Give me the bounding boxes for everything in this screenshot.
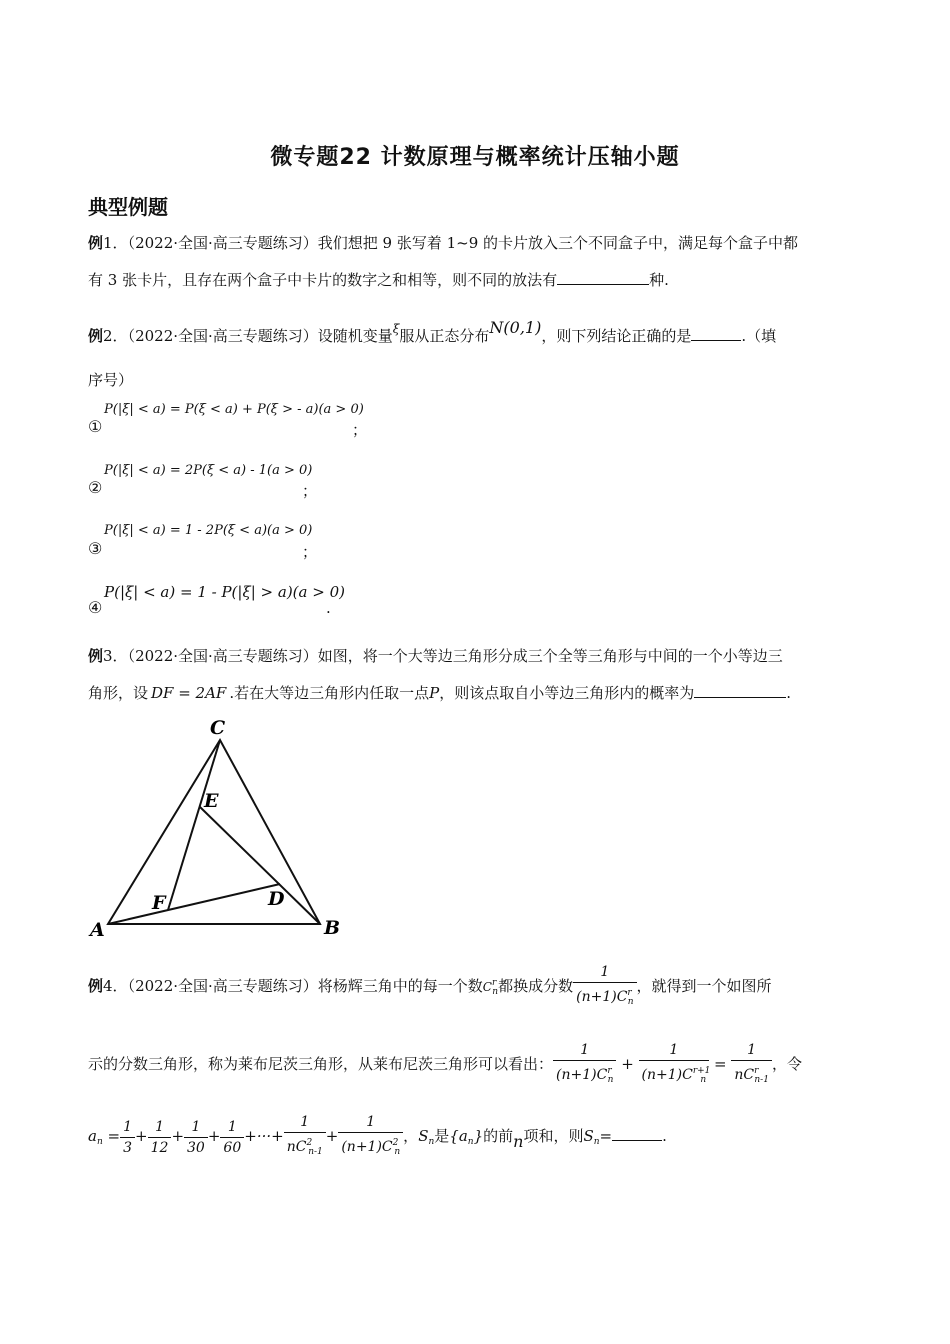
label-f: F	[152, 892, 166, 914]
ex1-line1	[88, 233, 798, 253]
ex4-text2b: ，令	[771, 1055, 802, 1073]
ex3-end: .	[786, 684, 792, 702]
label-b: B	[324, 917, 341, 939]
ex3-line1	[88, 646, 783, 666]
segment-ad	[108, 884, 280, 924]
ex4-n: n	[513, 1132, 524, 1151]
option-2-formula: P(|ξ| < a) = 2P(ξ < a) - 1(a > 0)	[104, 463, 313, 478]
option-1-end: ；	[352, 421, 368, 439]
ex3-condition: DF = 2AF	[151, 684, 227, 702]
ex4-source: （2022·全国·高三专题练习）	[127, 977, 318, 995]
ex4-frac-30: $\frac{1}{30}$	[184, 1117, 208, 1158]
label-c: C	[210, 717, 226, 739]
option-3-end: ；	[302, 543, 318, 561]
ex4-an: $a_n$	[88, 1127, 103, 1147]
ex4-line2: 示的分数三角形，称为莱布尼茨三角形，从莱布尼茨三角形可以看出： $\frac{1}{(n+1)C^r_n}$ + $\frac{1}{(n+1)C^{r+1}_n}$ = $\frac{1}{nC^r_{n-1}}$ ，令	[88, 1040, 802, 1090]
ex2-option-2	[88, 478, 102, 498]
ex2-text1d: .（填	[741, 327, 777, 345]
ex4-text1a: 将杨辉三角中的每一个数	[317, 977, 483, 995]
label-d: D	[268, 888, 285, 910]
option-1-mark: ①	[88, 417, 103, 436]
ex4-text1c: ，就得到一个如图所	[636, 977, 772, 995]
ex4-answer-blank[interactable]	[612, 1126, 662, 1141]
ex1-text1: 我们想把 9 张写着 1~9 的卡片放入三个不同盒子中，满足每个盒子中都	[317, 234, 799, 252]
ex2-text1a: 设随机变量	[317, 327, 393, 345]
ex4-text2a: 示的分数三角形，称为莱布尼茨三角形，从莱布尼茨三角形可以看出：	[88, 1055, 554, 1073]
ex4-end: .	[662, 1127, 667, 1145]
ex4-frac-60: $\frac{1}{60}$	[220, 1117, 244, 1158]
ex1-answer-blank[interactable]	[557, 270, 649, 285]
ex1-line2	[88, 270, 669, 290]
ex3-source: （2022·全国·高三专题练习）	[127, 647, 318, 665]
ex2-xi: ξ	[392, 322, 400, 336]
ex3-label: 例	[88, 647, 104, 665]
page-title: 微专题22 计数原理与概率统计压轴小题	[270, 145, 680, 170]
ex4-fraction-1: $\frac{1}{(n+1)C^r_n}$	[573, 962, 636, 1012]
ex1-label: 例	[88, 234, 104, 252]
ex4-frac-last-1: $\frac{1}{nC^2_{n-1}}$	[284, 1112, 326, 1162]
option-3-mark: ③	[88, 539, 103, 558]
ex2-distribution: N(0,1)	[489, 318, 542, 337]
ex2-text1c: ，则下列结论正确的是	[541, 327, 692, 345]
ex4-sequence-an: $\{a_n\}$	[449, 1127, 484, 1147]
ex3-line2	[88, 683, 791, 703]
ex2-text2: 序号）	[88, 371, 134, 389]
ex4-text1b: 都换成分数	[498, 977, 574, 995]
ex4-text3d: 项和，则	[523, 1127, 584, 1145]
ex4-sn: $S_n$	[418, 1127, 435, 1147]
ex1-source: （2022·全国·高三专题练习）	[127, 234, 318, 252]
ex4-line3: $a_n$ = $\frac{1}{3}$ + $\frac{1}{12}$ + $\frac{1}{30}$ + $\frac{1}{60}$ +···+ $\frac{1}{nC^2_{n-1}}$ + $\frac{1}{(n+1)C^2_n}$ ，$S_n$是$\{a_n\}$的前n项和，则$S_n=$ .	[88, 1112, 667, 1162]
triangle-lines	[108, 740, 320, 924]
ex4-identity-term-1: $\frac{1}{(n+1)C^r_n}$	[553, 1040, 616, 1090]
ex4-line1	[88, 962, 772, 1012]
ex4-text3c: 的前	[483, 1127, 514, 1145]
ex4-frac-12: $\frac{1}{12}$	[148, 1117, 172, 1158]
option-4-mark: ④	[88, 598, 103, 617]
option-2-end: ；	[302, 482, 318, 500]
ex2-line2	[88, 370, 133, 390]
ex4-text3a: ，	[403, 1127, 419, 1145]
ex2-label: 例	[88, 327, 104, 345]
ex4-sn-2: $S_n$	[583, 1127, 600, 1147]
section-heading: 典型例题	[88, 195, 168, 219]
ex3-answer-blank[interactable]	[694, 683, 786, 698]
ex3-text2a: 角形，设	[88, 684, 149, 702]
ex4-equals-2: =	[599, 1127, 613, 1145]
option-2-mark: ②	[88, 478, 103, 497]
ex3-text2b: .若在大等边三角形内任取一点	[229, 684, 430, 702]
option-4-formula: P(|ξ| < a) = 1 - P(|ξ| > a)(a > 0)	[104, 583, 345, 601]
ex3-point-p: P	[429, 684, 440, 702]
ex2-option-1	[88, 417, 102, 437]
option-4-end: .	[326, 599, 331, 617]
ex4-dots: +···+	[244, 1127, 284, 1145]
ex4-frac-last-2: $\frac{1}{(n+1)C^2_n}$	[338, 1112, 403, 1162]
ex1-num: 1．	[103, 234, 128, 252]
ex2-option-4	[88, 598, 102, 618]
ex4-frac-3: $\frac{1}{3}$	[120, 1117, 135, 1158]
segment-cf	[168, 740, 220, 910]
ex4-text3b: 是	[434, 1127, 450, 1145]
triangle-figure	[80, 710, 360, 950]
segment-be	[200, 807, 320, 924]
ex3-text1: 如图，将一个大等边三角形分成三个全等三角形与中间的一个小等边三	[317, 647, 783, 665]
ex4-identity-term-2: $\frac{1}{(n+1)C^{r+1}_n}$	[639, 1040, 710, 1090]
ex4-identity-result: $\frac{1}{nC^r_{n-1}}$	[731, 1040, 772, 1090]
ex2-source: （2022·全国·高三专题练习）	[127, 327, 318, 345]
ex2-num: 2．	[103, 327, 128, 345]
option-3-formula: P(|ξ| < a) = 1 - 2P(ξ < a)(a > 0)	[104, 523, 313, 538]
label-e: E	[204, 790, 219, 812]
ex3-num: 3．	[103, 647, 128, 665]
ex2-line1	[88, 318, 776, 346]
ex4-num: 4．	[103, 977, 128, 995]
ex2-text1b: 服从正态分布	[399, 327, 490, 345]
ex4-binom-c: $C^r_n$	[482, 978, 499, 997]
ex1-end: 种.	[649, 271, 669, 289]
big-triangle	[108, 740, 320, 924]
ex4-equals: =	[107, 1127, 121, 1145]
label-a: A	[90, 919, 105, 941]
ex2-answer-blank[interactable]	[691, 326, 741, 341]
ex4-label: 例	[88, 977, 104, 995]
ex1-text2: 有 3 张卡片，且存在两个盒子中卡片的数字之和相等，则不同的放法有	[88, 271, 558, 289]
ex3-text2c: ，则该点取自小等边三角形内的概率为	[439, 684, 695, 702]
ex2-option-3	[88, 539, 102, 559]
option-1-formula: P(|ξ| < a) = P(ξ < a) + P(ξ > - a)(a > 0)	[104, 402, 364, 417]
